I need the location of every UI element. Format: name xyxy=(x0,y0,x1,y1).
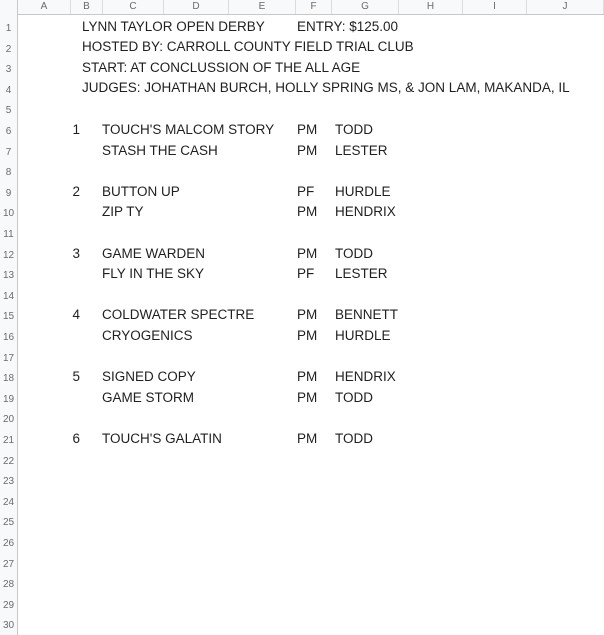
cell-dog-name[interactable]: TOUCH'S MALCOM STORY xyxy=(102,122,275,137)
cell-hosted-by[interactable]: HOSTED BY: CARROLL COUNTY FIELD TRIAL CLUB xyxy=(82,39,414,54)
cell-handler[interactable]: HURDLE xyxy=(335,328,391,343)
cell-dog-name[interactable]: ZIP TY xyxy=(102,204,144,220)
row-header[interactable]: 3 xyxy=(5,64,12,76)
cell-handler[interactable]: HURDLE xyxy=(335,183,391,199)
column-header-g[interactable]: G xyxy=(332,0,399,14)
cell-dog-name[interactable]: STASH THE CASH xyxy=(102,142,218,158)
row-header[interactable]: 24 xyxy=(2,496,15,508)
row-header[interactable]: 19 xyxy=(2,393,15,405)
row-header[interactable]: 25 xyxy=(2,517,15,529)
cell-dog-name[interactable]: BUTTON UP xyxy=(102,183,180,199)
row-header[interactable]: 17 xyxy=(2,352,15,364)
cell-entry[interactable]: ENTRY: $125.00 xyxy=(297,19,399,34)
row-header[interactable]: 6 xyxy=(5,126,12,137)
row-header[interactable]: 27 xyxy=(2,558,15,570)
cell-dog-type[interactable]: PM xyxy=(297,122,318,137)
cell-brace-number[interactable]: 3 xyxy=(72,245,80,261)
cell-dog-type[interactable]: PM xyxy=(297,389,318,405)
cell-handler[interactable]: TODD xyxy=(335,431,374,446)
row-header[interactable]: 14 xyxy=(2,290,15,302)
cell-dog-name[interactable]: FLY IN THE SKY xyxy=(102,266,205,282)
cell-handler[interactable]: HENDRIX xyxy=(335,204,396,220)
column-header-i[interactable]: I xyxy=(463,0,527,14)
row-header[interactable]: 8 xyxy=(5,167,12,179)
cell-grid[interactable] xyxy=(18,14,604,635)
row-header[interactable]: 2 xyxy=(5,43,12,55)
row-header[interactable]: 18 xyxy=(2,373,15,385)
column-header-d[interactable]: D xyxy=(164,0,229,14)
cell-handler[interactable]: TODD xyxy=(335,245,374,261)
cell-brace-number[interactable]: 2 xyxy=(72,183,80,199)
cell-dog-name[interactable]: TOUCH'S GALATIN xyxy=(102,431,222,446)
cell-dog-type[interactable]: PM xyxy=(297,142,318,158)
cell-title[interactable]: LYNN TAYLOR OPEN DERBY xyxy=(82,19,265,34)
row-header[interactable]: 30 xyxy=(2,620,15,632)
column-header-e[interactable]: E xyxy=(229,0,296,14)
row-header[interactable]: 20 xyxy=(2,414,15,426)
row-header[interactable]: 15 xyxy=(2,311,15,323)
cell-judges[interactable]: JUDGES: JOHATHAN BURCH, HOLLY SPRING MS, & JON LAM, MAKANDA, IL xyxy=(82,80,570,95)
row-header[interactable]: 9 xyxy=(5,187,12,199)
row-header[interactable]: 4 xyxy=(5,84,12,96)
column-header-b[interactable]: B xyxy=(71,0,103,14)
select-all-corner[interactable] xyxy=(0,0,18,14)
cell-dog-name[interactable]: COLDWATER SPECTRE xyxy=(102,307,255,323)
cell-brace-number[interactable]: 1 xyxy=(72,122,80,137)
column-header-c[interactable]: C xyxy=(103,0,164,14)
row-header-bar xyxy=(0,14,18,635)
cell-dog-name[interactable]: GAME WARDEN xyxy=(102,245,206,261)
cell-handler[interactable]: LESTER xyxy=(335,266,388,282)
row-header[interactable]: 10 xyxy=(2,208,15,220)
cell-handler[interactable]: LESTER xyxy=(335,142,388,158)
row-header[interactable]: 16 xyxy=(2,332,15,343)
column-header-a[interactable]: A xyxy=(18,0,71,14)
row-header[interactable]: 28 xyxy=(2,579,15,591)
cell-handler[interactable]: TODD xyxy=(335,122,374,137)
row-header[interactable]: 21 xyxy=(2,435,15,446)
cell-handler[interactable]: TODD xyxy=(335,389,374,405)
row-header[interactable]: 7 xyxy=(5,146,12,158)
row-header[interactable]: 29 xyxy=(2,599,15,611)
cell-dog-name[interactable]: GAME STORM xyxy=(102,389,195,405)
cell-dog-type[interactable]: PM xyxy=(297,245,318,261)
cell-dog-name[interactable]: SIGNED COPY xyxy=(102,369,196,385)
cell-dog-name[interactable]: CRYOGENICS xyxy=(102,328,193,343)
row-header[interactable]: 1 xyxy=(5,23,12,34)
row-header[interactable]: 26 xyxy=(2,538,15,549)
cell-start[interactable]: START: AT CONCLUSSION OF THE ALL AGE xyxy=(82,60,361,75)
cell-brace-number[interactable]: 4 xyxy=(72,307,80,323)
cell-brace-number[interactable]: 5 xyxy=(72,369,80,385)
cell-dog-type[interactable]: PF xyxy=(297,183,315,199)
cell-dog-type[interactable]: PM xyxy=(297,369,318,385)
cell-dog-type[interactable]: PM xyxy=(297,431,318,446)
row-header[interactable]: 5 xyxy=(5,105,12,117)
column-header-h[interactable]: H xyxy=(399,0,463,14)
column-header-bar xyxy=(0,0,604,15)
column-header-f[interactable]: F xyxy=(296,0,332,14)
row-header[interactable]: 12 xyxy=(2,249,15,261)
row-header[interactable]: 22 xyxy=(2,455,15,467)
row-header[interactable]: 23 xyxy=(2,476,15,488)
cell-dog-type[interactable]: PF xyxy=(297,266,315,282)
cell-handler[interactable]: HENDRIX xyxy=(335,369,396,385)
cell-dog-type[interactable]: PM xyxy=(297,204,318,220)
row-header[interactable]: 13 xyxy=(2,270,15,282)
cell-dog-type[interactable]: PM xyxy=(297,307,318,323)
cell-dog-type[interactable]: PM xyxy=(297,328,318,343)
row-header[interactable]: 11 xyxy=(3,229,14,240)
cell-brace-number[interactable]: 6 xyxy=(72,431,80,446)
column-header-j[interactable]: J xyxy=(527,0,604,14)
cell-handler[interactable]: BENNETT xyxy=(335,307,399,323)
